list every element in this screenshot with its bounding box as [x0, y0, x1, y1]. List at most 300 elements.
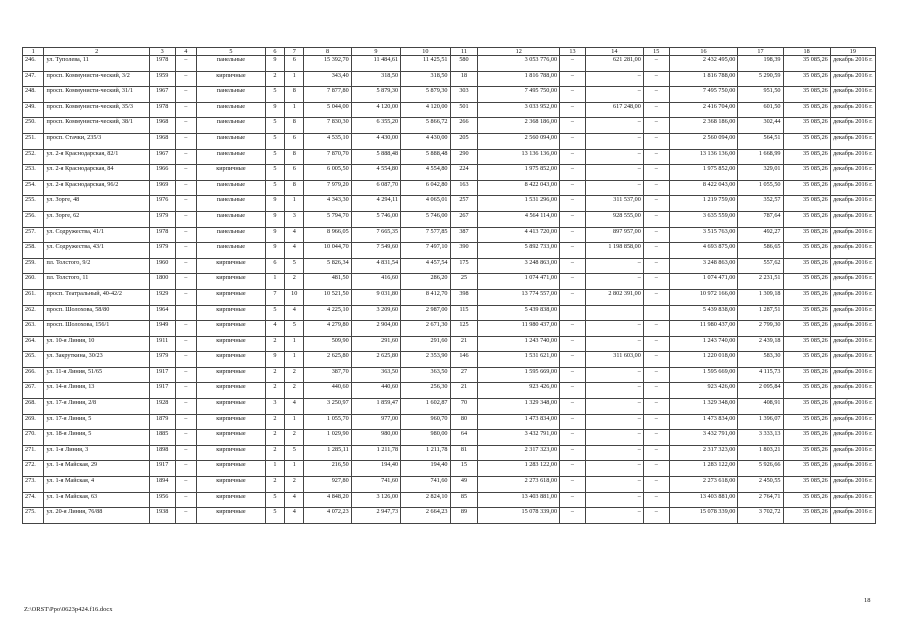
table-cell: 1979 — [149, 211, 175, 227]
table-cell: – — [560, 399, 586, 415]
table-cell: – — [175, 211, 196, 227]
table-cell: – — [175, 149, 196, 165]
table-cell: 1938 — [149, 508, 175, 524]
table-cell: ул. 20-я Линия, 76/88 — [44, 508, 149, 524]
table-cell: 267 — [450, 211, 478, 227]
table-cell: 35 085,26 — [783, 87, 830, 103]
table-cell: 35 085,26 — [783, 227, 830, 243]
table-cell: 1964 — [149, 305, 175, 321]
table-cell: 4 065,01 — [401, 196, 450, 212]
table-cell: 2 — [285, 477, 304, 493]
table-cell: 1 219 759,00 — [669, 196, 738, 212]
table-cell: 3 333,13 — [738, 430, 783, 446]
table-cell: панельные — [197, 56, 266, 72]
column-number-header: 19 — [830, 48, 875, 56]
table-cell: – — [585, 461, 643, 477]
table-cell: 2 — [265, 383, 284, 399]
table-cell: кирпичные — [197, 321, 266, 337]
table-cell: 85 — [450, 492, 478, 508]
table-cell: – — [560, 461, 586, 477]
table-cell: 1 285,11 — [304, 445, 351, 461]
table-cell: 7 577,85 — [401, 227, 450, 243]
table-cell: 4 693 875,00 — [669, 243, 738, 259]
table-cell: 274. — [23, 492, 44, 508]
table-cell: 4 430,00 — [401, 133, 450, 149]
table-cell: 11 425,51 — [401, 56, 450, 72]
table-cell: 1 859,47 — [351, 399, 400, 415]
column-number-header: 10 — [401, 48, 450, 56]
table-cell: декабрь 2016 г. — [830, 492, 875, 508]
table-row — [23, 305, 876, 321]
table-cell: 10 972 166,00 — [669, 289, 738, 305]
table-cell: 4 564 114,00 — [478, 211, 560, 227]
table-cell: 2 095,84 — [738, 383, 783, 399]
table-cell: кирпичные — [197, 477, 266, 493]
table-cell: 601,50 — [738, 102, 783, 118]
table-cell: 4 554,80 — [401, 165, 450, 181]
table-cell: ул. 18-я Линия, 5 — [44, 430, 149, 446]
table-cell: – — [560, 149, 586, 165]
table-row — [23, 227, 876, 243]
table-cell: 1 473 834,00 — [669, 414, 738, 430]
table-cell: – — [175, 414, 196, 430]
table-cell: – — [175, 508, 196, 524]
table-cell: 557,62 — [738, 258, 783, 274]
table-cell: 291,60 — [401, 336, 450, 352]
table-cell: – — [643, 149, 669, 165]
table-cell: кирпичные — [197, 289, 266, 305]
table-cell: 15 078 339,00 — [669, 508, 738, 524]
table-cell: 2 904,00 — [351, 321, 400, 337]
table-cell: 3 053 776,00 — [478, 56, 560, 72]
table-cell: 1 595 669,00 — [669, 367, 738, 383]
table-cell: 1 — [285, 71, 304, 87]
table-cell: 6 — [285, 165, 304, 181]
table-cell: 4 — [285, 508, 304, 524]
table-cell: ул. Содружества, 41/1 — [44, 227, 149, 243]
table-cell: – — [643, 430, 669, 446]
table-cell: 1 473 834,00 — [478, 414, 560, 430]
table-cell: панельные — [197, 102, 266, 118]
table-cell: декабрь 2016 г. — [830, 336, 875, 352]
table-cell: 7 870,70 — [304, 149, 351, 165]
table-cell: 2 439,18 — [738, 336, 783, 352]
table-cell: 253. — [23, 165, 44, 181]
table-cell: 5 826,34 — [304, 258, 351, 274]
table-cell: 10 — [285, 289, 304, 305]
table-cell: – — [560, 258, 586, 274]
table-cell: 261. — [23, 289, 44, 305]
table-cell: 1966 — [149, 165, 175, 181]
table-cell: 1956 — [149, 492, 175, 508]
table-cell: 440,60 — [351, 383, 400, 399]
table-cell: 1 198 858,00 — [585, 243, 643, 259]
table-cell: 5 — [265, 180, 284, 196]
table-cell: декабрь 2016 г. — [830, 87, 875, 103]
table-cell: – — [643, 399, 669, 415]
table-cell: 2 — [265, 430, 284, 446]
table-cell: 9 031,80 — [351, 289, 400, 305]
table-cell: 1 329 348,00 — [669, 399, 738, 415]
table-cell: 1 975 852,00 — [478, 165, 560, 181]
table-cell: 4 535,10 — [304, 133, 351, 149]
table-cell: ул. Туполева, 11 — [44, 56, 149, 72]
table-cell: – — [175, 243, 196, 259]
table-cell: – — [560, 211, 586, 227]
table-cell: 8 — [285, 180, 304, 196]
table-cell: 363,50 — [351, 367, 400, 383]
table-cell: 4 279,80 — [304, 321, 351, 337]
table-row — [23, 274, 876, 290]
table-cell: – — [643, 367, 669, 383]
table-cell: 1978 — [149, 227, 175, 243]
table-cell: 4 — [285, 243, 304, 259]
table-row — [23, 102, 876, 118]
table-cell: 259. — [23, 258, 44, 274]
table-cell: 1976 — [149, 196, 175, 212]
table-cell: 1 — [285, 196, 304, 212]
table-cell: 290 — [450, 149, 478, 165]
table-cell: 5 888,48 — [351, 149, 400, 165]
table-cell: 9 — [265, 227, 284, 243]
table-row — [23, 367, 876, 383]
table-cell: 1 531 621,00 — [478, 352, 560, 368]
table-cell: 302,44 — [738, 118, 783, 134]
table-cell: 163 — [450, 180, 478, 196]
table-cell: декабрь 2016 г. — [830, 289, 875, 305]
table-cell: 2 625,80 — [304, 352, 351, 368]
table-cell: кирпичные — [197, 414, 266, 430]
table-cell: 5 — [285, 258, 304, 274]
table-cell: 7 877,80 — [304, 87, 351, 103]
table-cell — [175, 305, 196, 321]
table-cell: – — [643, 196, 669, 212]
table-cell: 7 665,35 — [351, 227, 400, 243]
table-cell: 35 085,26 — [783, 71, 830, 87]
table-row — [23, 399, 876, 415]
table-cell: кирпичные — [197, 461, 266, 477]
table-cell: 923 426,00 — [669, 383, 738, 399]
table-cell: 146 — [450, 352, 478, 368]
table-cell: декабрь 2016 г. — [830, 196, 875, 212]
table-cell: – — [175, 336, 196, 352]
table-cell: 927,80 — [304, 477, 351, 493]
table-cell: 35 085,26 — [783, 336, 830, 352]
table-cell: 2 273 618,00 — [669, 477, 738, 493]
table-row — [23, 133, 876, 149]
table-cell: 5 888,48 — [401, 149, 450, 165]
table-cell: 1 595 669,00 — [478, 367, 560, 383]
table-cell: 27 — [450, 367, 478, 383]
table-cell: – — [643, 352, 669, 368]
table-cell: 2 987,00 — [401, 305, 450, 321]
table-cell: 2 — [285, 430, 304, 446]
table-cell: 4 457,54 — [401, 258, 450, 274]
table-cell: 8 — [285, 118, 304, 134]
table-cell: – — [560, 102, 586, 118]
table-cell: декабрь 2016 г. — [830, 414, 875, 430]
table-cell: 35 085,26 — [783, 274, 830, 290]
table-cell: – — [560, 492, 586, 508]
table-cell: 15 392,70 — [304, 56, 351, 72]
table-cell: 35 085,26 — [783, 118, 830, 134]
table-cell: – — [560, 196, 586, 212]
table-cell: 21 — [450, 336, 478, 352]
column-number-header: 16 — [669, 48, 738, 56]
table-cell: 5 746,00 — [401, 211, 450, 227]
table-cell: 35 085,26 — [783, 258, 830, 274]
table-cell: – — [643, 227, 669, 243]
table-cell: 303 — [450, 87, 478, 103]
table-cell: декабрь 2016 г. — [830, 352, 875, 368]
table-cell: 1959 — [149, 71, 175, 87]
table-cell: 15 078 339,00 — [478, 508, 560, 524]
table-cell: 4 — [285, 399, 304, 415]
table-cell: 1928 — [149, 399, 175, 415]
table-cell: 440,60 — [304, 383, 351, 399]
table-cell: просп. Коммунисти-ческий, 31/1 — [44, 87, 149, 103]
table-cell: 1 668,99 — [738, 149, 783, 165]
table-cell: 5 — [285, 445, 304, 461]
table-cell: 1968 — [149, 133, 175, 149]
table-cell: 4 120,00 — [351, 102, 400, 118]
table-cell: 1 287,51 — [738, 305, 783, 321]
table-cell: 1 329 348,00 — [478, 399, 560, 415]
table-cell: 398 — [450, 289, 478, 305]
table-cell: декабрь 2016 г. — [830, 102, 875, 118]
table-cell: 5 879,30 — [351, 87, 400, 103]
table-cell: 1 055,50 — [738, 180, 783, 196]
table-cell: 1894 — [149, 477, 175, 493]
table-cell: 198,39 — [738, 56, 783, 72]
table-cell: 1929 — [149, 289, 175, 305]
table-cell: ул. Зорге, 48 — [44, 196, 149, 212]
table-cell: 7 497,10 — [401, 243, 450, 259]
table-cell: 35 085,26 — [783, 243, 830, 259]
table-cell: 3 702,72 — [738, 508, 783, 524]
table-cell: панельные — [197, 180, 266, 196]
table-cell: декабрь 2016 г. — [830, 227, 875, 243]
table-cell: декабрь 2016 г. — [830, 211, 875, 227]
table-cell: 4 294,11 — [351, 196, 400, 212]
table-cell: 266 — [450, 118, 478, 134]
table-cell: 5 — [265, 118, 284, 134]
table-cell: – — [643, 414, 669, 430]
table-cell: 5 — [265, 508, 284, 524]
table-cell: 10 521,50 — [304, 289, 351, 305]
table-cell: 262. — [23, 305, 44, 321]
table-cell: 35 085,26 — [783, 508, 830, 524]
table-cell: 4 225,10 — [304, 305, 351, 321]
column-number-header: 17 — [738, 48, 783, 56]
table-cell: панельные — [197, 133, 266, 149]
table-cell: 5 044,00 — [304, 102, 351, 118]
table-cell: 257. — [23, 227, 44, 243]
table-cell: – — [585, 149, 643, 165]
table-cell: 2 799,30 — [738, 321, 783, 337]
table-cell: 318,50 — [351, 71, 400, 87]
table-cell: 2 560 094,00 — [669, 133, 738, 149]
table-cell: 621 281,00 — [585, 56, 643, 72]
table-cell: – — [560, 321, 586, 337]
table-cell: 265. — [23, 352, 44, 368]
table-cell: 741,60 — [401, 477, 450, 493]
table-cell: 5 879,30 — [401, 87, 450, 103]
column-number-header: 18 — [783, 48, 830, 56]
table-cell: – — [560, 383, 586, 399]
table-cell: 329,01 — [738, 165, 783, 181]
table-cell: 80 — [450, 414, 478, 430]
table-cell: 10 044,70 — [304, 243, 351, 259]
table-cell: кирпичные — [197, 336, 266, 352]
table-cell: 5 439 838,00 — [669, 305, 738, 321]
table-cell: 1 211,78 — [401, 445, 450, 461]
table-cell: 35 085,26 — [783, 430, 830, 446]
table-cell: 2 — [285, 274, 304, 290]
table-cell: – — [175, 430, 196, 446]
table-cell: 501 — [450, 102, 478, 118]
table-cell: 2 416 704,00 — [669, 102, 738, 118]
table-cell: 25 — [450, 274, 478, 290]
table-cell: 387 — [450, 227, 478, 243]
table-cell: 2 368 186,00 — [478, 118, 560, 134]
table-cell: 35 085,26 — [783, 211, 830, 227]
table-cell: – — [643, 274, 669, 290]
table-row — [23, 56, 876, 72]
table-cell: панельные — [197, 87, 266, 103]
table-cell: ул. 10-я Линия, 10 — [44, 336, 149, 352]
table-cell: 4 848,20 — [304, 492, 351, 508]
table-cell: кирпичные — [197, 508, 266, 524]
table-cell: 13 136 136,00 — [478, 149, 560, 165]
table-cell: – — [560, 289, 586, 305]
table-cell: 617 248,00 — [585, 102, 643, 118]
table-cell: декабрь 2016 г. — [830, 180, 875, 196]
table-cell: 35 085,26 — [783, 352, 830, 368]
table-cell: декабрь 2016 г. — [830, 56, 875, 72]
table-cell: 3 432 791,00 — [478, 430, 560, 446]
table-cell: – — [643, 477, 669, 493]
table-cell: декабрь 2016 г. — [830, 258, 875, 274]
column-number-header: 9 — [351, 48, 400, 56]
table-cell: 6 — [265, 258, 284, 274]
table-cell: – — [560, 414, 586, 430]
table-cell: панельные — [197, 211, 266, 227]
table-row — [23, 492, 876, 508]
table-cell: 1967 — [149, 149, 175, 165]
table-cell: 787,64 — [738, 211, 783, 227]
table-cell: 35 085,26 — [783, 56, 830, 72]
table-cell: 5 866,72 — [401, 118, 450, 134]
table-cell: 1 531 296,00 — [478, 196, 560, 212]
table-cell — [560, 305, 586, 321]
table-cell: 8 — [285, 87, 304, 103]
table-cell: 7 979,20 — [304, 180, 351, 196]
table-cell: 408,91 — [738, 399, 783, 415]
table-cell: – — [585, 133, 643, 149]
table-cell: 13 136 136,00 — [669, 149, 738, 165]
table-row — [23, 196, 876, 212]
table-cell: 1 602,87 — [401, 399, 450, 415]
table-cell: 2 317 323,00 — [478, 445, 560, 461]
column-number-header: 2 — [44, 48, 149, 56]
table-cell: декабрь 2016 г. — [830, 133, 875, 149]
table-cell: декабрь 2016 г. — [830, 165, 875, 181]
table-cell: 5 — [265, 165, 284, 181]
table-cell: 254. — [23, 180, 44, 196]
table-row — [23, 71, 876, 87]
table-cell: 5 — [265, 149, 284, 165]
table-cell: 1800 — [149, 274, 175, 290]
table-cell: 1879 — [149, 414, 175, 430]
table-cell: 416,60 — [351, 274, 400, 290]
table-cell: 89 — [450, 508, 478, 524]
table-cell: 1 — [285, 336, 304, 352]
table-cell: 125 — [450, 321, 478, 337]
table-cell: 64 — [450, 430, 478, 446]
table-cell: 270. — [23, 430, 44, 446]
table-row — [23, 414, 876, 430]
table-cell: 2 432 495,00 — [669, 56, 738, 72]
table-cell: – — [560, 180, 586, 196]
table-cell: 35 085,26 — [783, 133, 830, 149]
column-number-header: 7 — [285, 48, 304, 56]
table-cell: – — [175, 102, 196, 118]
table-cell: 1 — [285, 414, 304, 430]
table-cell: – — [643, 445, 669, 461]
table-cell: 3 — [265, 399, 284, 415]
table-cell: 2 353,90 — [401, 352, 450, 368]
table-row — [23, 180, 876, 196]
table-cell: – — [560, 430, 586, 446]
table-cell: 3 635 559,00 — [669, 211, 738, 227]
table-cell: 11 980 437,00 — [669, 321, 738, 337]
table-cell: 2 — [265, 367, 284, 383]
table-row — [23, 477, 876, 493]
table-cell: кирпичные — [197, 430, 266, 446]
table-cell: 2 802 391,00 — [585, 289, 643, 305]
table-cell: 1979 — [149, 243, 175, 259]
table-cell: кирпичные — [197, 71, 266, 87]
table-cell: 257 — [450, 196, 478, 212]
table-cell — [643, 305, 669, 321]
table-cell: 216,50 — [304, 461, 351, 477]
table-row — [23, 149, 876, 165]
table-cell: 5 — [265, 305, 284, 321]
table-cell: декабрь 2016 г. — [830, 243, 875, 259]
table-cell: 1 — [265, 461, 284, 477]
table-cell: – — [175, 196, 196, 212]
table-cell: декабрь 2016 г. — [830, 305, 875, 321]
page-number: 18 — [864, 597, 871, 604]
table-cell: 9 — [265, 196, 284, 212]
table-cell: 4 413 720,00 — [478, 227, 560, 243]
table-cell: 18 — [450, 71, 478, 87]
table-cell: 9 — [265, 352, 284, 368]
table-cell: 35 085,26 — [783, 305, 830, 321]
table-cell: – — [175, 71, 196, 87]
table-cell: кирпичные — [197, 492, 266, 508]
table-cell: 2 — [265, 445, 284, 461]
table-cell: 1917 — [149, 367, 175, 383]
table-cell: 252. — [23, 149, 44, 165]
table-cell: – — [175, 289, 196, 305]
table-cell: 273. — [23, 477, 44, 493]
table-cell: декабрь 2016 г. — [830, 367, 875, 383]
table-cell: – — [175, 56, 196, 72]
table-cell: 35 085,26 — [783, 492, 830, 508]
table-cell: просп. Коммунисти-ческий, 3/2 — [44, 71, 149, 87]
